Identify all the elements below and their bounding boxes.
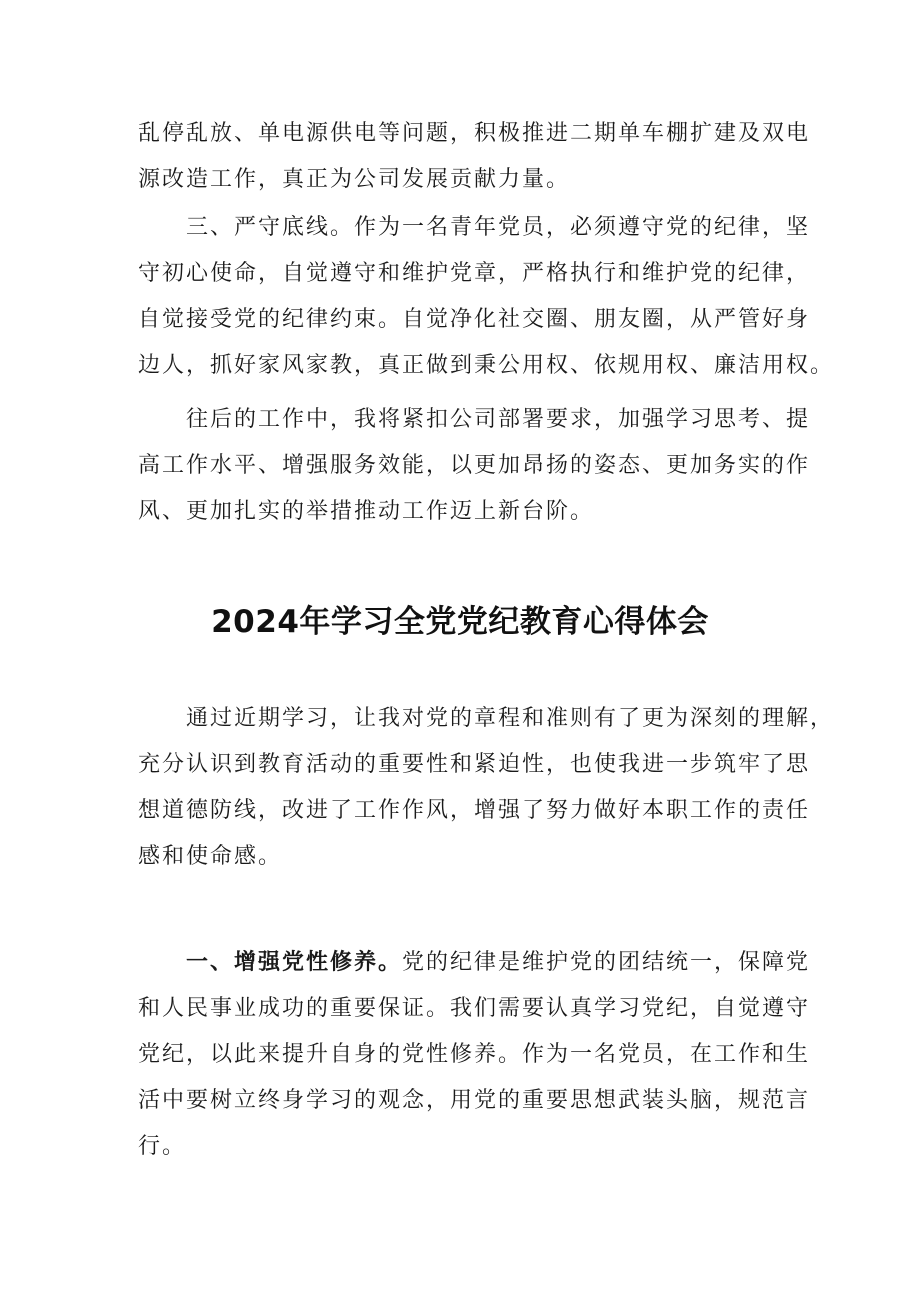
text-line: 风、更加扎实的举措推动工作迈上新台阶。 [138,499,595,524]
paragraph-prev-section-end [138,111,811,203]
paragraph-future-work [138,397,811,535]
text-line: 行。 [138,1134,187,1159]
paragraph-intro [138,696,835,880]
text-line: 源改造工作，真正为公司发展贡献力量。 [138,167,571,192]
text-line: 边人，抓好家风家教，真正做到秉公用权、依规用权、廉洁用权。 [138,353,835,378]
section-heading: 一、增强党性修养。 [138,950,403,975]
paragraph-strict-bottom-line [138,205,835,389]
text-line: 感和使命感。 [138,844,283,869]
text-line: 通过近期学习，让我对党的章程和准则有了更为深刻的理解， [138,706,835,731]
text-line: 高工作水平、增强服务效能，以更加昂扬的姿态、更加务实的作 [138,453,811,478]
paragraph-section-one [138,940,811,1170]
text-line: 乱停乱放、单电源供电等问题，积极推进二期单车棚扩建及双电 [138,121,811,146]
text-line: 充分认识到教育活动的重要性和紧迫性，也使我进一步筑牢了思 [138,752,811,777]
text-line [138,940,811,986]
text-line: 三、严守底线。作为一名青年党员，必须遵守党的纪律，坚 [138,215,811,240]
document-title: 2024年学习全党党纪教育心得体会 [211,604,709,640]
text-line: 党纪，以此来提升自身的党性修养。作为一名党员，在工作和生 [138,1042,811,1067]
text-line: 和人民事业成功的重要保证。我们需要认真学习党纪，自觉遵守 [138,996,811,1021]
text-line: 往后的工作中，我将紧扣公司部署要求，加强学习思考、提 [138,407,811,432]
text-line: 自觉接受党的纪律约束。自觉净化社交圈、朋友圈，从严管好身 [138,307,811,332]
text-line: 想道德防线，改进了工作作风，增强了努力做好本职工作的责任 [138,798,811,823]
text-line: 守初心使命，自觉遵守和维护党章，严格执行和维护党的纪律， [138,261,811,286]
section-text: 党的纪律是维护党的团结统一，保障党 [402,950,811,975]
text-line: 活中要树立终身学习的观念，用党的重要思想武装头脑，规范言 [138,1088,811,1113]
